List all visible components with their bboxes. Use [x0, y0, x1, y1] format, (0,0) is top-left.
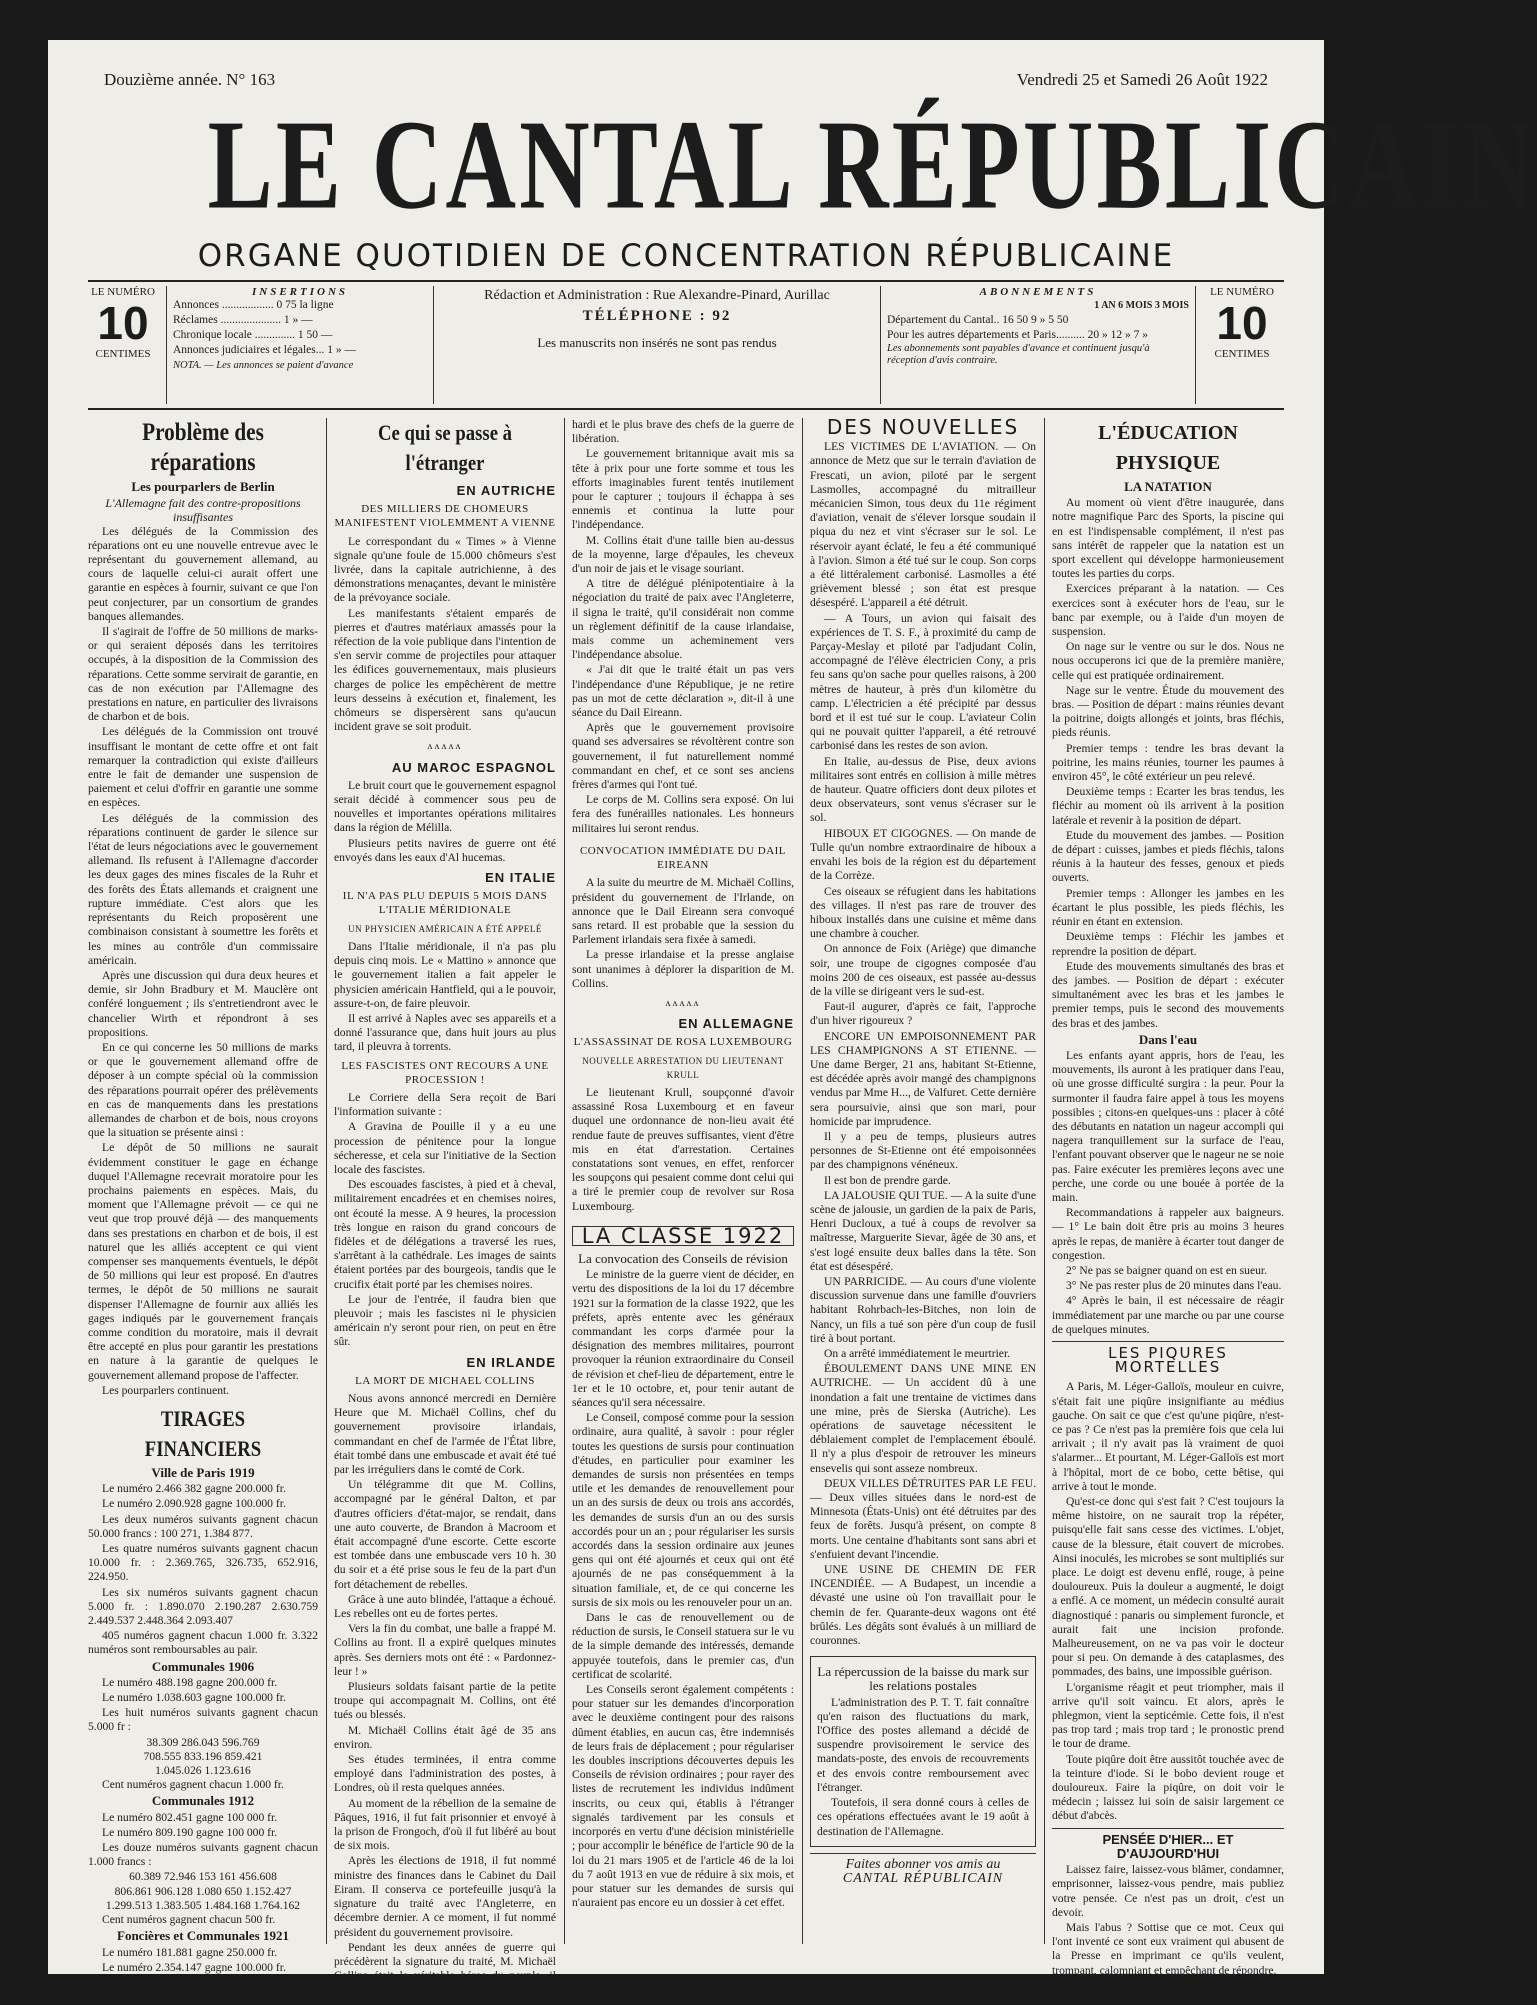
promo-line: CANTAL RÉPUBLICAIN [842, 1870, 1004, 1886]
news-item: UN PARRICIDE. — Au cours d'une violente discussion survenue dans une famille d'ouvriers habitant Rohrbach-les-Bitches, non loin de Nancy, un fils a tué son père d'un coup de fusil tiré à bout portant. [810, 1274, 1036, 1345]
lottery-line: 1.045.026 1.123.616 [155, 1764, 251, 1778]
article-headline: LES FASCISTES ONT RECOURS A UNE PROCESSION ! [341, 1059, 549, 1086]
paragraph: Les pourparlers continuent. [102, 1383, 230, 1397]
paragraph: Pendant les deux années de guerre qui précédèrent la signature du traité, M. Michaël Collins était le véritable héros du peuple, il était considéré comme le plus [334, 1940, 556, 1997]
section-title: TIRAGES FINANCIERS [144, 1406, 262, 1461]
paragraph: Les délégués de la Commission des réparations ont eu une nouvelle entrevue avec le représentant du gouvernement allemand, au cours de laquelle celui-ci aurait offert une garantie en espèces à fournir, suivant ce que l'on peut conjecturer, par un consortium de grandes banques allemandes. [88, 524, 318, 623]
article-title: PENSÉE D'HIER... ET D'AUJOURD'HUI [1052, 1828, 1284, 1861]
paragraph: Plusieurs petits navires de guerre ont été envoyés dans les eaux d'Al hucemas. [334, 836, 556, 864]
insertions-title: INSERTIONS [251, 286, 349, 298]
news-item: DEUX VILLES DÉTRUITES PAR LE FEU. — Deux villes situées dans le nord-est de Minnesota (États-Unis) ont été détruites par des feux de forêts. Jusqu'à présent, on compte 8 morts. Une centaine d'habitants sont sans abri et s'enfuient devant l'incendie. [810, 1476, 1036, 1561]
paragraph: Au moment où vient d'être inaugurée, dans notre magnifique Parc des Sports, la piscine qui en est l'indispensable complément, il n'est pas sans intérêt de rappeler que la natation est un sport excellent qui développe harmonieusement toutes les parties du corps. [1052, 496, 1284, 581]
paragraph: A titre de délégué plénipotentiaire à la négociation du traité de paix avec l'Angleterre, il signa le traité, qu'il considérait non comme un règlement définitif de la cause irlandaise, mais comme un acheminement vers l'indépendance absolue. [572, 577, 794, 662]
paragraph: Exercices préparant à la natation. — Ces exercices sont à exécuter hors de l'eau, sur le banc par exemple, ou à l'aide d'un moyen de suspension. [1052, 582, 1284, 639]
paragraph: hardi et le plus brave des chefs de la guerre de libération. [572, 418, 794, 446]
separator-icon: ʌʌʌʌʌ [427, 741, 463, 753]
paragraph: Ses études terminées, il entra comme employé dans l'administration des postes, à Londres, où il resta quelques années. [334, 1753, 556, 1795]
news-item: ENCORE UN EMPOISONNEMENT PAR LES CHAMPIGNONS A ST ETIENNE. — Une dame Berger, 21 ans, habitant St-Etienne, est décédée après avoir mangé des champignons vendus par Mme H..., de Valfuret. Cette dernière sera poursuivie, ainsi que son mari, pour homicide par imprudence. [810, 1029, 1036, 1128]
paragraph: « J'ai dit que le traité était un pas vers l'indépendance d'une République, je ne retire pas un mot de cette déclaration », dit-il à une séance du Dail Eireann. [572, 663, 794, 720]
quote-author: PAUL-LOUIS COURIER. [1162, 1979, 1284, 1991]
paragraph: L'administration des P. T. T. fait connaître qu'en raison des fluctuations du mark, l'Office des postes allemand a décidé de suspendre provisoirement le service des mandats-poste, des envois de recouvrements et des envois contre remboursement avec l'étranger. [817, 1695, 1029, 1794]
paragraph: En ce qui concerne les 50 millions de marks or que le gouvernement allemand offre de déposer à un compte spécial où la commission des réparations pourrait opérer des prélèvements en cas de manquements dans les prestations allemandes de charbon et de bois, nous croyons que la situation se présente ainsi : [88, 1040, 318, 1140]
section-heading: EN ITALIE [485, 870, 556, 886]
paragraph: A Paris, M. Léger-Galloïs, mouleur en cuivre, s'était fait une piqûre insignifiante au médius gauche. On sait ce que c'est qu'une piqûre, n'est-ce pas ? Ce n'est pas la première fois que cela lui arrivait ; il n'y avait pas là vraiment de quoi s'alarmer... Et pourtant, M. Léger-Galloïs est mort à l'hôpital, mort de ce bobo, cette bêtise, qui arrive à tout le monde. [1052, 1380, 1284, 1493]
article-subheadline: UN PHYSICIEN AMÉRICAIN A ÉTÉ APPELÉ [348, 923, 542, 934]
news-item: HIBOUX ET CIGOGNES. — On mande de Tulle qu'un nombre extraordinaire de hiboux a envahi les bois de la région est du département de la Corrèze. [810, 826, 1036, 883]
article-headline: DES MILLIERS DE CHOMEURS MANIFESTENT VIOLEMMENT A VIENNE [334, 503, 556, 530]
paragraph: Les délégués de la commission des réparations continuent de garder le silence sur l'état de leurs négociations avec le gouvernement allemand. Ils refusent à l'Allemagne d'accorder les deux gages des mines fiscales de la Ruhr et des forêts des États allemands et craignent une rupture immédiate. C'est alors que les représentants du Reich proposèrent une combinaison consistant à soumettre les forêts et les mines au contrôle d'un commissaire américain. [88, 811, 318, 967]
paragraph: 4° Après le bain, il est nécessaire de réagir immédiatement par une marche ou par une course de quelques minutes. [1052, 1294, 1284, 1336]
subscriptions-note: Les abonnements sont payables d'avance et continuent jusqu'à réception d'avis contraire. [887, 343, 1150, 366]
paragraph: Deuxième temps : Fléchir les jambes et reprendre la position de départ. [1052, 930, 1284, 958]
paragraph: M. Collins était d'une taille bien au-dessus de la moyenne, large d'épaules, les cheveux d'un noir de jais et le visage souriant. [572, 533, 794, 576]
article-headline: CONVOCATION IMMÉDIATE DU DAIL EIREANN [579, 844, 787, 872]
paragraph: Le lieutenant Krull, soupçonné d'avoir assassiné Rosa Luxembourg et en faveur duquel une ordonnance de non-lieu avait été rendue faute de preuves suffisantes, vient d'être mis en état d'arrestation. Certaines constatations sont venues, en effet, renforcer les soupçons qui pesaient comme dont celui qui a tiré le premier coup de revolver sur Rosa Luxembourg. [572, 1085, 794, 1213]
lottery-line: 806.861 906.128 1.080 650 1.152.427 [114, 1884, 292, 1898]
section-heading: EN IRLANDE [466, 1354, 556, 1370]
paragraph: Premier temps : tendre les bras devant la poitrine, les mains réunies, tourner les paumes à environ 45°, le côté extérieur un peu relevé. [1052, 741, 1284, 784]
section-title: LES PIQURES MORTELLES [1052, 1341, 1284, 1374]
issue-date: Vendredi 25 et Samedi 26 Août 1922 [1016, 70, 1268, 89]
column-3 [572, 418, 794, 1944]
section-heading: AU MAROC ESPAGNOL [391, 759, 556, 775]
paragraph: Deuxième temps : Ecarter les bras tendus, les fléchir au moment où ils arrivent à la position latérale et revenir à la position de départ. [1052, 785, 1284, 827]
news-item: ÉBOULEMENT DANS UNE MINE EN AUTRICHE. — Un accident dû à une inondation a fait une trentaine de victimes dans une mine, près de Sierska (Autriche). Les opérations de sauvetage nécessitent le déblaiement complet de l'emplacement éboulé. Il n'y a plus d'espoir de retrouver les mineurs ensevelis qui sont asseze nombreux. [810, 1362, 1036, 1475]
insertions-note: NOTA. — Les annonces se paient d'avance [173, 360, 354, 371]
lottery-line: 38.309 286.043 596.769 [146, 1735, 260, 1749]
lottery-line: 1.299.513 1.383.505 1.484.168 1.764.162 [105, 1898, 301, 1912]
lottery-line: Cent numéros gagnent chacun 1.000 fr. [102, 1778, 284, 1792]
news-item: On annonce de Foix (Ariège) que dimanche soir, une troupe de cigognes composée d'au moins 200 de ces oiseaux, est passée au-dessus de la ville se dirigeant vers le sud-est. [810, 942, 1036, 998]
lottery-line: Le numéro 2.354.147 gagne 100.000 fr. [102, 1960, 286, 1974]
article-subtitle: Les pourparlers de Berlin [131, 479, 275, 494]
price-value: 10 [97, 297, 149, 349]
paragraph: Après les élections de 1918, il fut nommé ministre des finances dans le Cabinet du Dail Eiram. Il conserva ce portefeuille jusqu'à la signature du traité avec l'Angleterre, en décembre dernier. A ce moment, il fut nommé président du gouvernement provisoire. [334, 1854, 556, 1939]
postal-notice-box [810, 1656, 1036, 1846]
price-unit: CENTIMES [1214, 348, 1270, 360]
article-headline: L'ASSASSINAT DE ROSA LUXEMBOURG [573, 1036, 793, 1049]
paragraph: Au moment de la rébellion de la semaine de Pâques, 1916, il fut fait prisonnier et envoyé à la prison de Frongoch, d'où il fut libéré au bout de six mois. [334, 1796, 556, 1853]
paragraph: Le jour de l'entrée, il faudra bien que pleuvoir ; mais les fascistes ni le physicien américain n'y seront pour rien, on peut en être sûr. [334, 1292, 556, 1349]
paragraph: Nage sur le ventre. Étude du mouvement des bras. — Position de départ : mains réunies devant la poitrine, doigts allongés et joints, bras fléchis, pieds réunis. [1052, 683, 1284, 740]
article-subtitle: La convocation des Conseils de révision [578, 1250, 788, 1266]
article-headline: IL N'A PAS PLU DEPUIS 5 MOIS DANS L'ITALIE MÉRIDIONALE [342, 890, 548, 917]
article-lead: L'Allemagne fait des contre-propositions insuffisantes [105, 496, 301, 525]
column-divider [802, 418, 803, 1944]
insertions-box [166, 286, 434, 404]
redaction-box [442, 286, 872, 404]
lottery-line: Les quatre numéros suivants gagnent chacun 10.000 fr. : 2.369.765, 326.735, 652.916, 224.950. [88, 1542, 318, 1584]
news-item: Il y a peu de temps, plusieurs autres personnes de St-Etienne ont été empoisonnées par des champignons vénéneux. [810, 1129, 1036, 1172]
paragraph: Premier temps : Allonger les jambes en les écartant le plus possible, les pieds fléchis, les réunir en étant en extension. [1052, 886, 1284, 929]
paragraph: Le Corriere della Sera reçoit de Bari l'information suivante : [334, 1090, 556, 1119]
issue-line [104, 70, 1268, 92]
issue-number: Douzième année. N° 163 [104, 70, 276, 89]
paragraph: 3° Ne pas rester plus de 20 minutes dans l'eau. [1066, 1279, 1282, 1293]
column-5 [1052, 418, 1284, 1991]
lottery-line: Cinq numéros gagnent chacun 1.000 francs. [102, 1991, 306, 2005]
paragraph: 2° Ne pas se baigner quand on est en sueur. [1066, 1263, 1268, 1277]
paragraph: Le corps de M. Collins sera exposé. On lui fera des funérailles nationales. Les honneurs militaires lui seront rendus. [572, 793, 794, 835]
paragraph: Recommandations à rappeler aux baigneurs. — 1° Le bain doit être pris au moins 3 heures après le repas, de manière à écarter tout danger de congestion. [1052, 1206, 1284, 1262]
paragraph: Toute piqûre doit être aussitôt touchée avec de la teinture d'iode. Si le bobo devient rouge et douloureux. Faire la piqûre, on doit voir le médecin ; laissez lui soin de saisir largement ce début d'abcès. [1052, 1752, 1284, 1823]
paragraph: On nage sur le ventre ou sur le dos. Nous ne nous occuperons ici que de la première manière, celle qui est pratiquée ordinairement. [1052, 640, 1284, 682]
article-subtitle: LA NATATION [1124, 479, 1212, 494]
paragraph: Le correspondant du « Times » à Vienne signale qu'une foule de 15.000 chômeurs s'est livrée, dans la capitale autrichienne, à des démonstrations menaçantes, devant le ministère de la prévoyance sociale. [334, 534, 556, 605]
newspaper-subtitle: ORGANE QUOTIDIEN DE CONCENTRATION RÉPUBLICAINE [197, 238, 1175, 274]
subscriptions-box [880, 286, 1196, 404]
price-value: 10 [1216, 297, 1268, 349]
column-divider [1044, 418, 1045, 1944]
promo-line: Faites abonner vos amis au [845, 1856, 1001, 1872]
price-label: LE NUMÉRO [91, 286, 155, 298]
columns-rule [88, 408, 1284, 410]
lottery-heading: Foncières et Communales 1921 [117, 1928, 289, 1944]
paragraph: Nous avons annoncé mercredi en Dernière Heure que M. Michaël Collins, chef du gouvernement provisoire irlandais, commandant en chef de l'armée de l'État libre, était tombé dans une embuscade et avait été tué par les irréguliers dans le comté de Cork. [334, 1391, 556, 1476]
paragraph: Dans l'Italie méridionale, il n'a pas plu depuis cinq mois. Le « Mattino » annonce que le gouvernement italien a fait appeler le physicien américain Hantfield, qui a le pouvoir, assure-t-on, de faire pleuvoir. [334, 939, 556, 1010]
lottery-line: Les six numéros suivants gagnent chacun 5.000 fr. : 1.890.070 2.190.287 2.630.759 2.449.537 2.448.364 2.093.407 [88, 1585, 318, 1628]
subscriptions-row: Pour les autres départements et Paris.......... 20 » 12 » 7 » [887, 329, 1148, 341]
paragraph: M. Michaël Collins était âgé de 35 ans environ. [334, 1723, 556, 1751]
insertions-row: Réclames ..................... 1 » — [173, 314, 313, 326]
insertions-row: Chronique locale .............. 1 50 — [173, 329, 333, 341]
paragraph: Des escouades fascistes, à pied et à cheval, militairement encadrées et en chemises noires, ont écouté la messe. A 9 heures, la procession très longue en raison du grand concours de fidèles et de délégations a traversé les rues, s'arrêtant à la cathédrale. Les images de saints étaient portées par des bourgeois, tandis que le crucifix était porté par les chemises noires. [334, 1178, 556, 1291]
paragraph: Les délégués de la Commission ont trouvé insuffisant le montant de cette offre et ont fait remarquer la contradiction qui existe d'ailleurs entre le fait de demander une suspension de paiement et celui d'offrir en garantie une somme en espèces. [88, 725, 318, 810]
phone-number: TÉLÉPHONE : 92 [582, 308, 732, 324]
lottery-heading: Communales 1906 [151, 1658, 255, 1674]
paragraph: Les Conseils seront également compétents : pour statuer sur les demandes d'incorporation avec le deuxième contingent pour des raisons dûment établies, en aucun cas, être indemnisés de leurs frais de déplacement ; pour régulariser les doubles inscriptions découvertes depuis les Conseils de révision ordinaires ; pour rayer des listes de recrutement les individus indûment inscrits, ou ceux qui, établis à l'étranger signalés tardivement par les consuls et incorporés en vertu d'une décision ministérielle ; pour accomplir le bénéfice de l'article 90 de la loi du 21 mars 1905 et de l'article 46 de la loi du 7 août 1913 en vue de réduire à six mois, et pour statuer sur les demandes de sursis qui n'auraient pas encore eu un dossier à cet effet. [572, 1683, 794, 1910]
column-2 [334, 418, 556, 1997]
subscriptions-title: ABONNEMENTS [979, 286, 1097, 298]
insertions-row: Annonces .................. 0 75 la ligne [173, 299, 334, 311]
paragraph: Toutefois, il sera donné cours à celles de ces opérations effectuées avant le 19 août à destination de l'Allemagne. [817, 1796, 1029, 1838]
paragraph: Le bruit court que le gouvernement espagnol serait décidé à commencer sous peu de nouvelles et importantes opérations militaires dans la région de Mélilla. [334, 778, 556, 835]
news-item: On a arrêté immédiatement le meurtrier. [824, 1347, 1011, 1360]
paragraph: Plusieurs soldats faisant partie de la petite troupe qui accompagnait M. Collins, ont été tués ou blessés. [334, 1680, 556, 1722]
article-title: L'ÉDUCATION PHYSIQUE [1098, 422, 1238, 474]
separator-icon: ʌʌʌʌʌ [665, 997, 701, 1009]
paragraph: Etude du mouvement des jambes. — Position de départ : cuisses, jambes et pieds fléchis, talons réunis à la hauteur des fesses, genoux et pieds ouverts. [1052, 828, 1284, 885]
paragraph: Etude des mouvements simultanés des bras et des jambes. — Position de départ : exécuter simultanément avec les bras et les jambes le premier temps, puis le second des mouvements des bras et des jambes. [1052, 959, 1284, 1030]
lottery-line: 60.389 72.946 153 161 456.608 [129, 1870, 277, 1884]
news-item: — A Tours, un avion qui faisait des expériences de T. S. F., à proximité du camp de Parçay-Meslay et piloté par l'adjudant Colin, accompagné de l'élève électricien Cony, a pris feu sans qu'on sache pour quelles raisons, à 200 mètres de hauteur, à près d'un kilomètre du camp. L'électricien a été précipité par dessus bord et il est tué sur le coup. L'aviateur Colin qui ne pouvait quitter l'appareil, a été retrouvé carbonisé dans les restes de son avion. [810, 611, 1036, 753]
lottery-line: Les deux numéros suivants gagnent chacun 50.000 francs : 100 271, 1.384 877. [88, 1512, 318, 1540]
lottery-line: 405 numéros gagnent chacun 1.000 fr. 3.322 numéros sont remboursables au pair. [88, 1629, 318, 1657]
lottery-line: Le numéro 181.881 gagne 250.000 fr. [102, 1945, 278, 1959]
newspaper-title: LE CANTAL RÉPUBLICAIN [207, 94, 1537, 236]
article-subheadline: NOUVELLE ARRESTATION DU LIEUTENANT KRULL [582, 1055, 784, 1080]
news-item: Faut-il augurer, d'après ce fait, l'approche d'un hiver rigoureux ? [810, 1000, 1036, 1028]
paragraph: Il s'agirait de l'offre de 50 millions de marks-or qui seraient déposés dans les territoires occupés, à la disposition de la Commission des réparations. Cette somme servirait de garantie, en cas de non exécution par l'Allemagne des prestations en nature, en particulier des livraisons de charbon et de bois. [88, 625, 318, 724]
lottery-line: Le numéro 1.972.705 gagne 50.000 fr. [102, 1975, 281, 1989]
column-divider [326, 418, 327, 1944]
news-item: Ces oiseaux se réfugient dans les habitations des villages. Il n'est pas rare de trouver des hiboux installés dans une cuisine et même dans une chambre à coucher. [810, 884, 1036, 941]
paragraph: Qu'est-ce donc qui s'est fait ? C'est toujours la même histoire, on ne saurait trop la répéter, puisqu'elle fait sans cesse des victimes. L'objet, cause de la blessure, était couvert de microbes. Ainsi inoculés, les microbes se sont multipliés sur place. Le doigt est devenu enflé, rouge, à peine douloureux. Puis la douleur a augmenté, le doigt a enflé. A ce moment, un médecin consulté aurait diagnostiqué : panaris ou simplement furoncle, et aurait fait une incision profonde. Malheureusement, on ne va pas voir le docteur pour si peu. On demande à des cataplasmes, des pommades, des bains, une impossible guérison. [1052, 1495, 1284, 1679]
news-item: Il est bon de prendre garde. [824, 1173, 951, 1187]
price-unit: CENTIMES [95, 348, 151, 360]
paragraph: Après que le gouvernement provisoire quand ses adversaires se révoltèrent contre son gouvernement, il fut naturellement nommé commandant en chef, et ce sont ses anciens frères d'armes qui l'ont tué. [572, 721, 794, 792]
paragraph: Les manifestants s'étaient emparés de pierres et d'autres matériaux amassés pour la réfection de la voie publique dans l'intention de s'en servir comme de projectiles pour attaquer les édifices gouvernementaux, mais plusieurs charges de police les empêchèrent de mettre leurs desseins à exécution et, finalement, les chômeurs se dispersèrent sans qu'aucun incident grave se soit produit. [334, 606, 556, 734]
paragraph: La presse irlandaise et la presse anglaise sont unanimes à déplorer la disparition de M. Collins. [572, 948, 794, 990]
column-4 [810, 415, 1036, 1944]
section-heading: EN ALLEMAGNE [678, 1016, 794, 1032]
lottery-line: Le numéro 2.466 382 gagne 200.000 fr. [102, 1482, 286, 1496]
manuscripts-notice: Les manuscrits non insérés ne sont pas rendus [537, 335, 777, 350]
column-1 [88, 418, 318, 2005]
subscriptions-row: Département du Cantal.. 16 50 9 » 5 50 [887, 314, 1069, 326]
paragraph: A Gravina de Pouille il y a eu une procession de pénitence pour la longue sécheresse, et cela sur l'initiative de la Section locale des fascistes. [334, 1120, 556, 1176]
paragraph: Après une discussion qui dura deux heures et demie, sir John Bradbury et M. Mauclère ont conféré longuement ; ils s'entretiendront avec le chancelier Wirth et répondront à ses propositions. [88, 968, 318, 1039]
column-divider [564, 418, 565, 1944]
lottery-heading: Communales 1912 [151, 1793, 255, 1809]
paragraph: Les enfants ayant appris, hors de l'eau, les mouvements, ils auront à les pratiquer dans l'eau, où une grosse difficulté surgira : la peur. Pour la surmonter il faudra faire appel à tous les moyens possibles ; citons-en quelques-uns : placer à côté des débutants en natation un nageur accompli qui nagera tranquillement sur la surface de l'eau, l'enfant pouvant observer que le nageur ne se noie pas. Faire exécuter les premières leçons avec une perche, une corde ou une bouée à portée de la main. [1052, 1048, 1284, 1204]
news-item: LA JALOUSIE QUI TUE. — A la suite d'une scène de jalousie, un gardien de la paix de Paris, Henri Ducloux, a tué à coups de revolver sa maîtresse, Marguerite Sievar, âgée de 30 ans, et s'est logé ensuite deux balles dans la tête. Son état est désespéré. [810, 1188, 1036, 1273]
lottery-heading: Ville de Paris 1919 [151, 1465, 255, 1480]
lottery-line: Le numéro 488.198 gagne 200.000 fr. [102, 1675, 278, 1689]
lottery-line: Les huit numéros suivants gagnent chacun 5.000 fr : [88, 1706, 318, 1734]
article-title: Ce qui se passe à l'étranger [377, 420, 513, 475]
newspaper-page [48, 40, 1537, 2005]
paragraph: Dans le cas de renouvellement ou de réduction de sursis, le Conseil statuera sur le vu de la simple demande des intéressés, demande appuyée toutefois, dans le premier cas, d'un certificat de scolarité. [572, 1611, 794, 1681]
subscriptions-columns: 1 AN 6 MOIS 3 MOIS [1094, 300, 1189, 311]
lottery-line: 708.555 833.196 859.421 [143, 1749, 263, 1763]
news-item: LES VICTIMES DE L'AVIATION. — On annonce de Metz que sur le terrain d'aviation de Frescati, un avion, piloté par le sergent Lasmolles, accompagné du mitrailleur mécanicien Simon, tous deux du 11e régiment d'aviation, venait de s'élever lorsque soudain il piqua du nez et vint s'écraser sur le sol. Le réservoir ayant éclaté, le feu a été communiqué à l'avion. Simon a été tué sur le coup. Son corps a été littéralement carbonisé. Lasmolles a été grièvement blessé ; son état est presque désespéré. L'appareil a été détruit. [810, 440, 1036, 610]
news-item: UNE USINE DE CHEMIN DE FER INCENDIÉE. — A Budapest, un incendie a dévasté une usine où l'on travaillait pour le chemin de fer. Quarante-deux wagons ont été brûlés. Les dégâts sont évalués à un milliard de couronnes. [810, 1563, 1036, 1648]
paragraph: Laissez faire, laissez-vous blâmer, condamner, emprisonner, laissez-vous pendre, mais publiez votre pensée. Ce n'est pas un droit, c'est un devoir. [1052, 1863, 1284, 1919]
paragraph: L'organisme réagit et peut triompher, mais il arrive qu'il soit vaincu. Et alors, après le phlegmon, vient la septicémie. Cette fois, il n'est pas trop tard ; mais trop tard ; le pronostic prend le tour de drame. [1052, 1680, 1284, 1751]
lottery-line: Cent numéros gagnent chacun 500 fr. [102, 1913, 276, 1927]
paragraph: Le gouvernement britannique avait mis sa tête à prix pour une forte somme et tous les efforts imaginables furent tentés inutilement pour le capturer ; toujours il échappa à ses ennemis et continua la lutte pour l'indépendance. [572, 447, 794, 532]
article-title: LA CLASSE 1922 [572, 1226, 794, 1246]
paragraph: Le dépôt de 50 millions ne saurait évidemment constituer le gage en échange duquel l'Allemagne recevrait moratoire pour les prochains paiements en espèces. Mais, du moment que l'Allemagne prévoit — ce qui ne veut que trop prouvé déjà — des manquements dans ses prestations en charbon et de bois, il est naturel que les alliés acceptent ce qui vient compenser ses manquements éventuels, le dépôt de 50 millions qui leur est proposé. En d'autres termes, le dépôt de 50 millions ne saurait dispenser l'Allemagne de fournir aux alliés les gages indiqués par le gouvernement français comme condition du moratoire, mais il devrait être accepté en plus pour garantir les prestations en nature à la garantie de quelques le gouvernement allemand propose de l'affecter. [88, 1141, 318, 1382]
section-heading: EN AUTRICHE [456, 483, 556, 498]
subscription-promo [810, 1853, 1036, 1886]
article-columns [88, 415, 1284, 2005]
insertions-row: Annonces judiciaires et légales... 1 » — [173, 344, 356, 356]
paragraph: Mais l'abus ? Sottise que ce mot. Ceux qui l'ont inventé ce sont eux vraiment qui abusent de la Presse en imprimant ce qu'ils veulent, trompant, calomniant et empêchant de répondre. [1052, 1920, 1284, 1977]
paragraph: Grâce à une auto blindée, l'attaque a échoué. Les rebelles ont eu de fortes pertes. [334, 1592, 556, 1621]
price-box-left [88, 286, 158, 404]
paragraph: Le Conseil, composé comme pour la session ordinaire, aura qualité, à savoir : pour régler toutes les questions de sursis pour continuation d'études, en particulier pour examiner les demandes de sursis non présentées en temps utile et les demandes de renouvellement pour un an des sursis de deux ou trois ans accordés, les demandes de sursis d'un an ou des sursis accordés pour un an ; pour régulariser les sursis accordés dans la session ordinaire aux jeunes gens qui ont été ajournés et ceux qui ont été ajournés de ne pas conséquemment à la situation familiale, et, de ce qui concerne les sursis de six mois ou les renouveler pour un an. [572, 1411, 794, 1609]
lottery-line: Le numéro 2.090.928 gagne 100.000 fr. [102, 1497, 286, 1511]
article-title: Problème des réparations [142, 419, 264, 476]
paragraph: Le ministre de la guerre vient de décider, en vertu des dispositions de la loi du 17 décembre 1921 sur la formation de la classe 1922, que les préfets, après entente avec les généraux commandant les corps d'armée pour la désignation des membres militaires, pourront provoquer la réunion extraordinaire du Conseil de révision et chef-lieu de département, entre le 1er et le 10 octobre, et, pour tenir autant de séances qu'il sera nécessaire. [572, 1268, 794, 1409]
price-label: LE NUMÉRO [1210, 286, 1274, 298]
paragraph: Un télégramme dit que M. Collins, accompagné par le général Dalton, et par d'autres officiers d'état-major, se rendait, dans une auto couverte, de Brandon à Macroom et était accompagné d'une escorte. Cette escorte est tombée dans une embuscade vers 10 h. 30 du soir et a été prise sous le feu de la part d'un fort détachement de rebelles. [334, 1478, 556, 1591]
article-headline: LA MORT DE MICHAEL COLLINS [355, 1374, 535, 1387]
price-box-right [1204, 286, 1280, 404]
redaction-address: Rédaction et Administration : Rue Alexandre-Pinard, Aurillac [484, 288, 830, 303]
lottery-line: Le numéro 1.038.603 gagne 100.000 fr. [102, 1691, 286, 1705]
section-title: DES NOUVELLES [826, 415, 1020, 439]
paragraph: A la suite du meurtre de M. Michaël Collins, président du gouvernement de l'Irlande, on annonce que le Dail Eireann sera convoqué sans retard. Il est probable que la session du Parlement irlandais sera fixée à samedi. [572, 876, 794, 947]
article-title: La répercussion de la baisse du mark sur les relations postales [817, 1664, 1029, 1694]
paragraph: Il est arrivé à Naples avec ses appareils et a donné l'assurance que, dans huit jours au plus tard, il pleuvra à torrents. [334, 1011, 556, 1054]
lottery-line: Le numéro 802.451 gagne 100 000 fr. [102, 1810, 278, 1824]
paragraph: Vers la fin du combat, une balle a frappé M. Collins au front. Il a expiré quelques minutes après. Ses derniers mots ont été : « Pardonnez-leur ! » [334, 1622, 556, 1678]
article-subtitle: Dans l'eau [1138, 1031, 1198, 1047]
news-item: En Italie, au-dessus de Pise, deux avions militaires sont entrés en collision à mille mètres de hauteur. Quatre officiers dont deux pilotes et deux observateurs, sont venus s'écraser sur le sol. [810, 754, 1036, 825]
lottery-line: Les douze numéros suivants gagnent chacun 1.000 francs : [88, 1841, 318, 1869]
header-rule [88, 280, 1284, 282]
lottery-line: Le numéro 809.190 gagne 100 000 fr. [102, 1825, 278, 1839]
